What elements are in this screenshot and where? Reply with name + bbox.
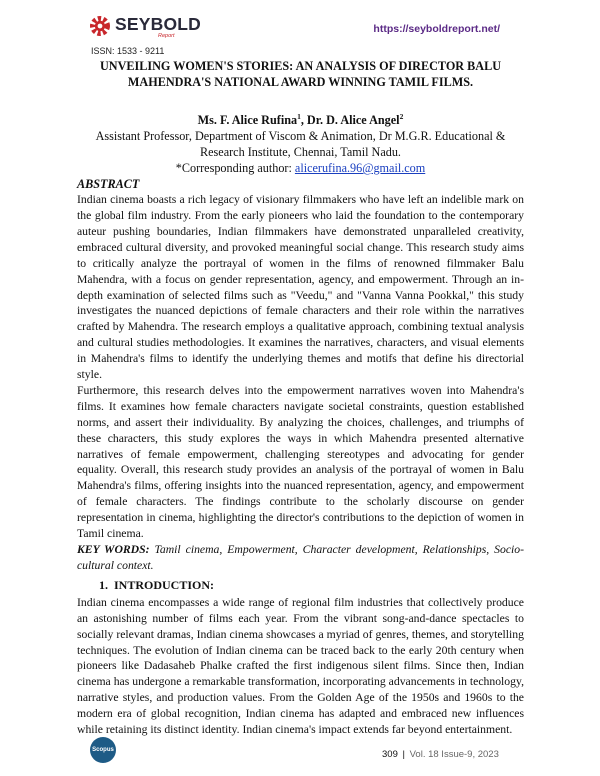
issn-number: ISSN: 1533 - 9211: [91, 46, 165, 56]
abstract-paragraph-1: Indian cinema boasts a rich legacy of visionary filmmakers who have left an indelible mark on the global film industry. From the early pioneers who laid the foundation to the contemporary auteur pushing boundaries, Indian filmmakers have demonstrated unparalleled creativity, embraced cultural diversity, and provoked meaningful social change. This research study aims to critically analyze the portrayal of women in the films of renowned filmmaker Balu Mahendra, with a focus on gender representation, agency, and empowerment. Through an in-depth examination of selected films such as "Veedu," and "Vanna Vanna Pookkal," this study investigates the nuanced depictions of female characters and their role within the narratives crafted by Mahendra. The research employs a qualitative approach, combining textual analysis and cultural studies methodologies. It examines the narratives, characters, and visual elements in Mahendra's films to identify the underlying themes and motifs that define his directorial style.: [77, 193, 524, 382]
volume-issue: Vol. 18 Issue-9, 2023: [409, 749, 499, 760]
corresponding-label: *Corresponding author:: [175, 161, 295, 176]
introduction-paragraph: Indian cinema encompasses a wide range of regional film industries that collectively produce an astonishing number of films each year. From the vibrant song-and-dance spectacles to socially relevant dramas, Indian cinema showcases a myriad of genres, themes, and storytelling techniques. The evolution of Indian cinema can be traced back to the early 20th century when pioneers like Dadasaheb Phalke crafted the first indigenous silent films. Since then, Indian cinema has undergone a remarkable transformation, incorporating advancements in technology, narrative styles, and production values. From the Golden Age of the 1950s and 1960s to the modern era of global recognition, Indian cinema has adapted and embraced new influences while retaining its distinct identity. Indian cinema's impact extends far beyond entertainment.: [77, 595, 524, 737]
journal-url-link[interactable]: https://seyboldreport.net/: [373, 23, 500, 35]
abstract-heading: ABSTRACT: [77, 177, 140, 192]
author-1-sup: 1: [297, 112, 301, 121]
section-heading-introduction: 1. INTRODUCTION:: [99, 577, 215, 592]
author-2-sup: 2: [399, 112, 404, 121]
author-2: Dr. D. Alice Angel: [306, 113, 400, 128]
logo-text: SEYBOLD: [115, 14, 201, 34]
author-separator: ,: [300, 113, 307, 128]
keywords: [77, 542, 524, 574]
gear-logo-icon: [88, 14, 112, 38]
corresponding-email-link[interactable]: alicerufina.96@gmail.com: [294, 161, 426, 176]
scopus-badge: Scopus: [90, 737, 116, 763]
author-line: [77, 109, 524, 128]
abstract-paragraph-2: Furthermore, this research delves into the empowerment narratives woven into Mahendra's films. It examines how female characters navigate societal constraints, question established norms, and assert their individuality. By analyzing the choices, challenges, and triumphs of these characters, this study explores the ways in which Mahendra presented alternative narratives of female empowerment, challenging stereotypes and advocating for gender equality. Overall, this research study provides an analysis of the portrayal of women in Balu Mahendra's films, offering insights into the nuanced representation, agency, and empowerment of female characters. The findings contribute to the scholarly discourse on gender representation in cinema, highlighting the director's contributions to the depiction of women in Tamil cinema.: [77, 383, 524, 541]
paper-title: UNVEILING WOMEN'S STORIES: AN ANALYSIS OF DIRECTOR BALU MAHENDRA'S NATIONAL AWARD WINNING TAMIL FILMS.: [99, 59, 502, 89]
keywords-label: KEY WORDS:: [77, 543, 150, 556]
affiliation: Assistant Professor, Department of Viscom & Animation, Dr M.G.R. Educational & Research Institute, Chennai, Tamil Nadu.: [95, 129, 506, 160]
corresponding-author: [77, 160, 524, 176]
paper-body: [77, 58, 524, 738]
logo-subtext: Report: [158, 33, 175, 39]
author-1: Ms. F. Alice Rufina: [197, 113, 298, 128]
keywords-text: Tamil cinema, Empowerment, Character development, Relationships, Socio-cultural context.: [77, 543, 524, 572]
page-number: 309: [382, 749, 398, 760]
footer-separator: |: [402, 749, 405, 760]
page-footer: [382, 749, 499, 760]
